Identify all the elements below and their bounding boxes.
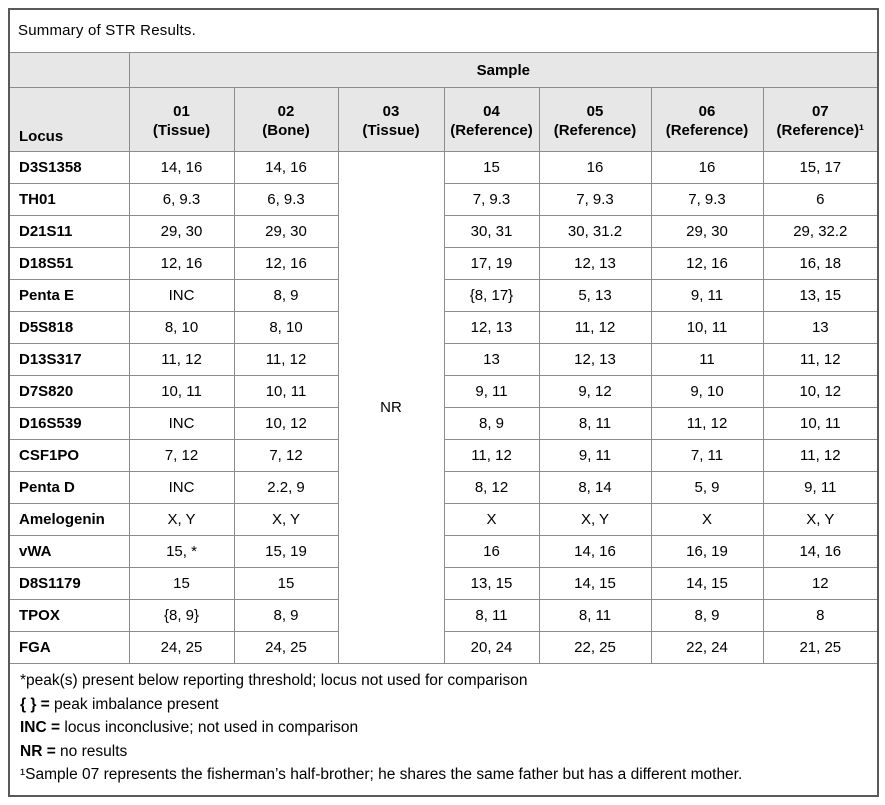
column-header-01-type: (Tissue) (152, 122, 211, 139)
column-header-05-number: 05 (586, 103, 604, 120)
locus-cell: vWA (9, 536, 129, 568)
column-header-06-number: 06 (698, 103, 716, 120)
table-row (9, 472, 878, 504)
locus-cell: D5S818 (9, 312, 129, 344)
value-cell-sample02: 10, 12 (234, 408, 338, 440)
value-cell-sample07: 21, 25 (763, 632, 878, 664)
value-cell-sample07: 14, 16 (763, 536, 878, 568)
value-cell-sample02: 29, 30 (234, 216, 338, 248)
locus-cell: D18S51 (9, 248, 129, 280)
value-cell-sample05: 14, 15 (539, 568, 651, 600)
value-cell-sample07: 29, 32.2 (763, 216, 878, 248)
value-cell-sample07: 8 (763, 600, 878, 632)
value-cell-sample06: 12, 16 (651, 248, 763, 280)
value-cell-sample06: 29, 30 (651, 216, 763, 248)
value-cell-sample01: 15 (129, 568, 234, 600)
value-cell-sample07: 11, 12 (763, 440, 878, 472)
value-cell-sample02: 11, 12 (234, 344, 338, 376)
value-cell-sample05: 12, 13 (539, 248, 651, 280)
column-header-03-type: (Tissue) (362, 122, 420, 139)
locus-cell: CSF1PO (9, 440, 129, 472)
locus-cell: Penta E (9, 280, 129, 312)
value-cell-sample04: 20, 24 (444, 632, 539, 664)
value-cell-sample04: 8, 11 (444, 600, 539, 632)
value-cell-sample04: 11, 12 (444, 440, 539, 472)
value-cell-sample04: {8, 17} (444, 280, 539, 312)
str-table-body (9, 152, 878, 664)
locus-cell: D13S317 (9, 344, 129, 376)
column-header-01 (129, 88, 234, 152)
value-cell-sample04: 13, 15 (444, 568, 539, 600)
value-cell-sample07: 15, 17 (763, 152, 878, 184)
value-cell-sample07: 13 (763, 312, 878, 344)
value-cell-sample04: 17, 19 (444, 248, 539, 280)
value-cell-sample05: 16 (539, 152, 651, 184)
value-cell-sample06: 10, 11 (651, 312, 763, 344)
value-cell-sample02: 12, 16 (234, 248, 338, 280)
value-cell-sample02: 15 (234, 568, 338, 600)
value-cell-sample01: {8, 9} (129, 600, 234, 632)
sample-group-header: Sample (129, 53, 878, 88)
value-cell-sample05: 22, 25 (539, 632, 651, 664)
table-row (9, 280, 878, 312)
value-cell-sample05: 8, 14 (539, 472, 651, 504)
value-cell-sample02: 8, 10 (234, 312, 338, 344)
value-cell-sample01: 14, 16 (129, 152, 234, 184)
footnote-line: INC = locus inconclusive; not used in comparison (20, 719, 359, 736)
value-cell-sample04: 8, 12 (444, 472, 539, 504)
table-row (9, 536, 878, 568)
value-cell-sample06: 16, 19 (651, 536, 763, 568)
value-cell-sample06: 11, 12 (651, 408, 763, 440)
value-cell-sample06: 8, 9 (651, 600, 763, 632)
table-row (9, 568, 878, 600)
value-cell-sample01: 24, 25 (129, 632, 234, 664)
value-cell-sample07: 11, 12 (763, 344, 878, 376)
footnote-line: *peak(s) present below reporting threshold; locus not used for comparison (20, 672, 528, 689)
value-cell-sample01: 29, 30 (129, 216, 234, 248)
value-cell-sample02: 8, 9 (234, 280, 338, 312)
value-cell-sample07: 6 (763, 184, 878, 216)
value-cell-sample04: X (444, 504, 539, 536)
value-cell-sample04: 15 (444, 152, 539, 184)
table-row (9, 632, 878, 664)
column-header-04 (444, 88, 539, 152)
value-cell-sample01: X, Y (129, 504, 234, 536)
table-row (9, 600, 878, 632)
column-header-05-type: (Reference) (553, 122, 637, 139)
value-cell-sample01: INC (129, 280, 234, 312)
locus-cell: FGA (9, 632, 129, 664)
table-row (9, 408, 878, 440)
value-cell-sample04: 12, 13 (444, 312, 539, 344)
column-header-06-type: (Reference) (665, 122, 749, 139)
value-cell-sample05: 9, 11 (539, 440, 651, 472)
value-cell-sample05: 7, 9.3 (539, 184, 651, 216)
value-cell-sample06: 16 (651, 152, 763, 184)
locus-cell: TH01 (9, 184, 129, 216)
value-cell-sample01: INC (129, 408, 234, 440)
value-cell-sample07: 10, 11 (763, 408, 878, 440)
locus-cell: Penta D (9, 472, 129, 504)
nr-merged-cell-sample03: NR (338, 152, 444, 664)
value-cell-sample04: 8, 9 (444, 408, 539, 440)
value-cell-sample05: X, Y (539, 504, 651, 536)
column-header-02-number: 02 (277, 103, 295, 120)
table-row (9, 504, 878, 536)
table-row (9, 248, 878, 280)
value-cell-sample05: 8, 11 (539, 600, 651, 632)
locus-cell: D16S539 (9, 408, 129, 440)
value-cell-sample06: X (651, 504, 763, 536)
table-row (9, 216, 878, 248)
value-cell-sample06: 7, 9.3 (651, 184, 763, 216)
value-cell-sample07: 16, 18 (763, 248, 878, 280)
value-cell-sample04: 7, 9.3 (444, 184, 539, 216)
locus-cell: D7S820 (9, 376, 129, 408)
value-cell-sample02: 2.2, 9 (234, 472, 338, 504)
value-cell-sample05: 8, 11 (539, 408, 651, 440)
sample-group-row (9, 53, 878, 88)
column-header-04-type: (Reference) (450, 122, 533, 139)
value-cell-sample02: 6, 9.3 (234, 184, 338, 216)
empty-corner-cell (9, 53, 129, 88)
value-cell-sample05: 11, 12 (539, 312, 651, 344)
footnote-row (9, 664, 878, 796)
value-cell-sample06: 7, 11 (651, 440, 763, 472)
value-cell-sample05: 5, 13 (539, 280, 651, 312)
column-header-02 (234, 88, 338, 152)
table-row (9, 440, 878, 472)
column-header-04-number: 04 (483, 103, 500, 120)
value-cell-sample01: 6, 9.3 (129, 184, 234, 216)
value-cell-sample01: 12, 16 (129, 248, 234, 280)
table-row (9, 312, 878, 344)
value-cell-sample01: 11, 12 (129, 344, 234, 376)
column-header-row (9, 88, 878, 152)
value-cell-sample07: 12 (763, 568, 878, 600)
locus-cell: D8S1179 (9, 568, 129, 600)
locus-cell: TPOX (9, 600, 129, 632)
column-header-03 (338, 88, 444, 152)
table-row (9, 344, 878, 376)
locus-cell: D3S1358 (9, 152, 129, 184)
column-header-03-number: 03 (382, 103, 400, 120)
table-row (9, 376, 878, 408)
title-row (9, 9, 878, 53)
value-cell-sample06: 9, 11 (651, 280, 763, 312)
value-cell-sample05: 12, 13 (539, 344, 651, 376)
column-header-07-type: (Reference)¹ (776, 122, 865, 139)
column-header-06 (651, 88, 763, 152)
footnote-line: NR = no results (20, 742, 128, 760)
value-cell-sample05: 14, 16 (539, 536, 651, 568)
value-cell-sample02: 24, 25 (234, 632, 338, 664)
value-cell-sample01: 15, * (129, 536, 234, 568)
value-cell-sample04: 30, 31 (444, 216, 539, 248)
value-cell-sample02: 7, 12 (234, 440, 338, 472)
value-cell-sample02: 10, 11 (234, 376, 338, 408)
column-header-01-number: 01 (173, 103, 190, 120)
value-cell-sample01: 8, 10 (129, 312, 234, 344)
value-cell-sample07: X, Y (763, 504, 878, 536)
locus-cell: Amelogenin (9, 504, 129, 536)
value-cell-sample07: 13, 15 (763, 280, 878, 312)
value-cell-sample06: 22, 24 (651, 632, 763, 664)
value-cell-sample07: 10, 12 (763, 376, 878, 408)
column-header-07-number: 07 (811, 103, 829, 120)
locus-cell: D21S11 (9, 216, 129, 248)
value-cell-sample02: 8, 9 (234, 600, 338, 632)
value-cell-sample04: 9, 11 (444, 376, 539, 408)
column-header-07 (763, 88, 878, 152)
value-cell-sample01: 7, 12 (129, 440, 234, 472)
page-title: Summary of STR Results. (9, 9, 878, 53)
column-header-02-type: (Bone) (262, 122, 310, 139)
table-row (9, 152, 878, 184)
value-cell-sample01: INC (129, 472, 234, 504)
value-cell-sample02: 14, 16 (234, 152, 338, 184)
locus-column-header: Locus (9, 88, 129, 152)
footnote-line: { } = peak imbalance present (20, 695, 219, 713)
value-cell-sample06: 11 (651, 344, 763, 376)
value-cell-sample06: 9, 10 (651, 376, 763, 408)
footnotes (9, 664, 878, 796)
value-cell-sample06: 14, 15 (651, 568, 763, 600)
value-cell-sample02: 15, 19 (234, 536, 338, 568)
value-cell-sample01: 10, 11 (129, 376, 234, 408)
value-cell-sample02: X, Y (234, 504, 338, 536)
str-results-table (8, 8, 879, 797)
value-cell-sample06: 5, 9 (651, 472, 763, 504)
value-cell-sample05: 9, 12 (539, 376, 651, 408)
footnote-line: ¹Sample 07 represents the fisherman’s half-brother; he shares the same father but has a different mother. (20, 766, 743, 783)
value-cell-sample04: 13 (444, 344, 539, 376)
value-cell-sample04: 16 (444, 536, 539, 568)
table-row (9, 184, 878, 216)
column-header-05 (539, 88, 651, 152)
value-cell-sample05: 30, 31.2 (539, 216, 651, 248)
value-cell-sample07: 9, 11 (763, 472, 878, 504)
